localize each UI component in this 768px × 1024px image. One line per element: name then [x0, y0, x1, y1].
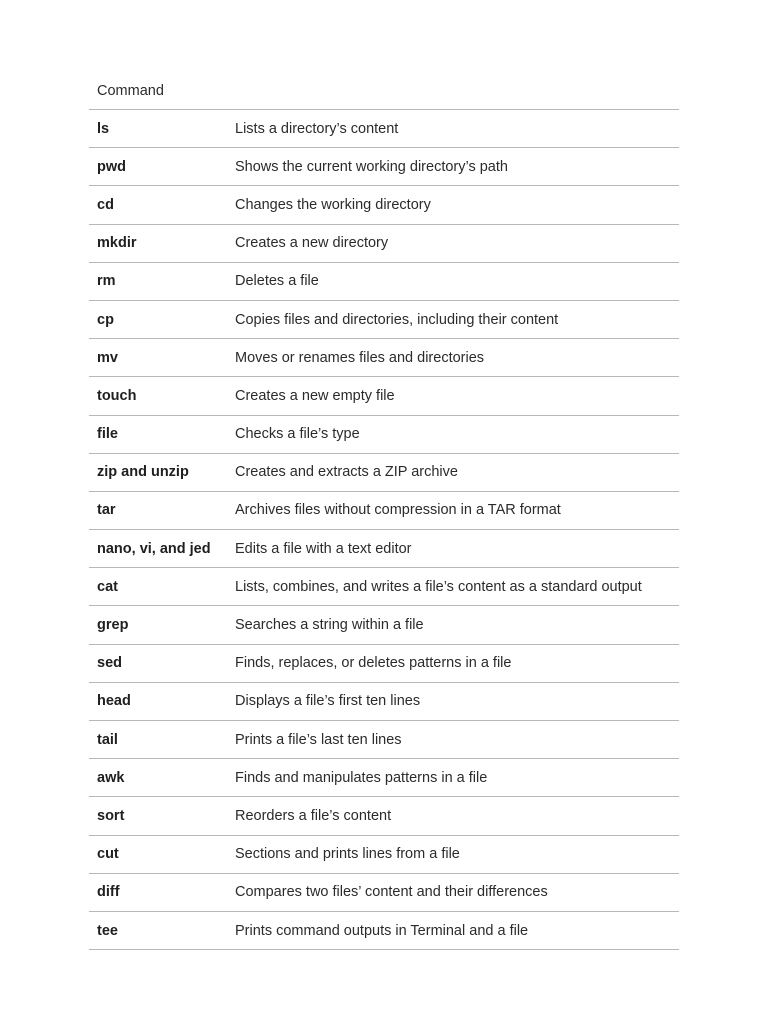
command-name: ls	[97, 120, 110, 137]
table-row	[89, 568, 679, 606]
command-name: nano, vi, and jed	[97, 540, 211, 557]
command-description: Finds, replaces, or deletes patterns in a file	[235, 655, 512, 672]
command-description: Moves or renames files and directories	[235, 349, 485, 366]
command-description: Changes the working directory	[235, 196, 431, 213]
command-description: Lists, combines, and writes a file’s content as a standard output	[235, 578, 642, 595]
command-name: cat	[97, 578, 118, 595]
command-name: pwd	[97, 158, 126, 175]
table-row	[89, 377, 679, 415]
table-row	[89, 645, 679, 683]
command-name: sort	[97, 807, 125, 824]
table-row	[89, 301, 679, 339]
table-row	[89, 263, 679, 301]
table-row	[89, 148, 679, 186]
command-name: tail	[97, 731, 118, 748]
command-description: Searches a string within a file	[235, 617, 424, 634]
command-table	[89, 72, 679, 950]
command-description: Edits a file with a text editor	[235, 540, 412, 557]
command-name: touch	[97, 387, 137, 404]
command-name: mkdir	[97, 235, 137, 252]
command-name: file	[97, 426, 118, 443]
command-description: Finds and manipulates patterns in a file	[235, 769, 488, 786]
command-description: Creates a new directory	[235, 235, 389, 252]
command-name: tee	[97, 922, 118, 939]
table-row	[89, 454, 679, 492]
table-row	[89, 759, 679, 797]
command-name: head	[97, 693, 131, 710]
command-description: Copies files and directories, including their content	[235, 311, 559, 328]
command-description: Compares two files’ content and their differences	[235, 884, 548, 901]
command-description: Checks a file’s type	[235, 426, 360, 443]
table-row	[89, 836, 679, 874]
table-row	[89, 110, 679, 148]
table-row	[89, 683, 679, 721]
command-name: cut	[97, 846, 119, 863]
table-row	[89, 225, 679, 263]
table-row	[89, 416, 679, 454]
table-row	[89, 339, 679, 377]
table-row	[89, 530, 679, 568]
command-name: cd	[97, 196, 114, 213]
command-description: Sections and prints lines from a file	[235, 846, 460, 863]
command-description: Creates a new empty file	[235, 387, 395, 404]
command-description: Lists a directory’s content	[235, 120, 399, 137]
table-row	[89, 874, 679, 912]
table-row	[89, 721, 679, 759]
table-row	[89, 186, 679, 224]
command-description: Reorders a file’s content	[235, 807, 392, 824]
command-name: zip and unzip	[97, 464, 189, 481]
table-row	[89, 797, 679, 835]
command-name: cp	[97, 311, 114, 328]
command-name: grep	[97, 617, 129, 634]
command-description: Prints a file’s last ten lines	[235, 731, 402, 748]
command-name: mv	[97, 349, 118, 366]
command-description: Displays a file’s first ten lines	[235, 693, 421, 710]
command-description: Deletes a file	[235, 273, 319, 290]
table-header-command: Command	[89, 72, 679, 110]
command-name: tar	[97, 502, 116, 519]
command-description: Prints command outputs in Terminal and a file	[235, 922, 529, 939]
command-name: awk	[97, 769, 125, 786]
command-name: diff	[97, 884, 120, 901]
table-row	[89, 492, 679, 530]
command-description: Archives files without compression in a TAR format	[235, 502, 561, 519]
table-row	[89, 606, 679, 644]
table-body	[89, 110, 679, 950]
table-row	[89, 912, 679, 950]
command-description: Creates and extracts a ZIP archive	[235, 464, 458, 481]
command-description: Shows the current working directory’s path	[235, 158, 508, 175]
command-name: rm	[97, 273, 116, 290]
command-name: sed	[97, 655, 122, 672]
